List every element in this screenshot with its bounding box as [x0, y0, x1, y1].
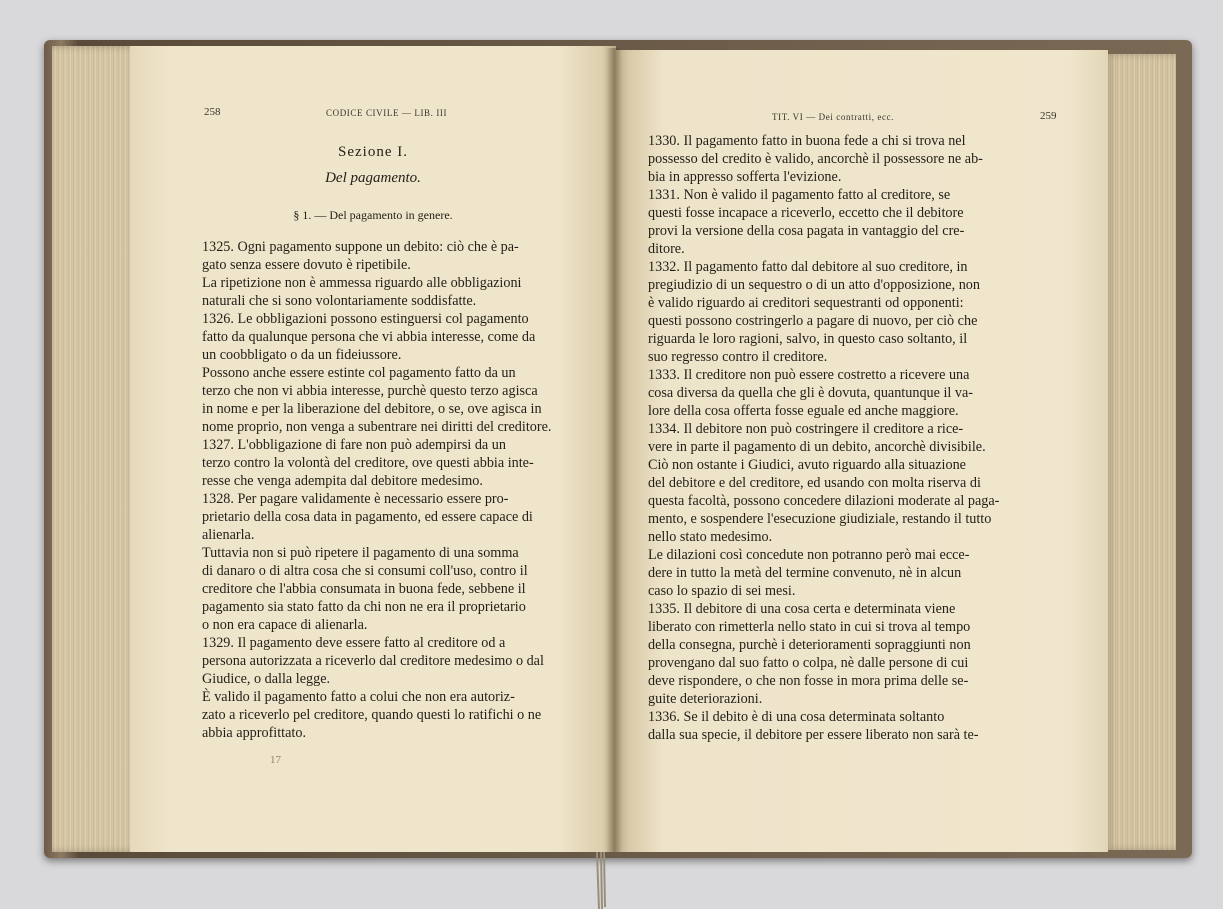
left-text-line: o non era capace di alienarla.	[202, 617, 368, 633]
section-heading: Sezione I.	[338, 144, 408, 160]
right-text-line: questi fosse incapace a riceverlo, eccetto che il debitore	[648, 205, 964, 221]
chapter-title: Del pagamento.	[325, 170, 421, 186]
left-text-line: La ripetizione non è ammessa riguardo alle obbligazioni	[202, 275, 522, 291]
left-text-line: terzo contro la volontà del creditore, ove questi abbia inte-	[202, 455, 534, 471]
right-text-line: 1330. Il pagamento fatto in buona fede a chi si trova nel	[648, 133, 966, 149]
right-text-line: è valido riguardo ai creditori sequestranti od opponenti:	[648, 295, 964, 311]
right-text-line: ditore.	[648, 241, 685, 257]
left-text-line: in nome e per la liberazione del debitore, o se, ove agisca in	[202, 401, 542, 417]
running-head-right: TIT. VI — Dei contratti, ecc.	[772, 112, 895, 122]
right-text-line: guite deteriorazioni.	[648, 691, 763, 707]
right-text-line: liberato con rimetterla nello stato in cui si trova al tempo	[648, 619, 971, 635]
right-text-line: provengano dal suo fatto o colpa, nè dalle persone di cui	[648, 655, 969, 671]
right-text-line: questa facoltà, possono concedere dilazioni moderate al paga-	[648, 493, 1000, 509]
right-text-line: del debitore e del creditore, ed usando con molta riserva di	[648, 475, 981, 491]
right-text-line: dere in tutto la metà del termine convenuto, nè in alcun	[648, 565, 962, 581]
right-text-line: 1333. Il creditore non può essere costretto a ricevere una	[648, 367, 970, 383]
left-text-line: pagamento sia stato fatto da chi non ne era il proprietario	[202, 599, 526, 615]
left-text-line: prietario della cosa data in pagamento, ed essere capace di	[202, 509, 533, 525]
right-text-line: 1335. Il debitore di una cosa certa e determinata viene	[648, 601, 956, 617]
signature-mark: 17	[270, 754, 281, 766]
right-text-line: suo regresso contro il creditore.	[648, 349, 828, 365]
right-text-line: della consegna, purchè i deterioramenti sopraggiunti non	[648, 637, 971, 653]
right-text-line: mento, e sospendere l'esecuzione giudiziale, restando il tutto	[648, 511, 992, 527]
right-text-line: 1332. Il pagamento fatto dal debitore al suo creditore, in	[648, 259, 968, 275]
bookmark-ribbon	[594, 852, 608, 909]
left-text-line: di danaro o di altra cosa che si consumi coll'uso, contro il	[202, 563, 528, 579]
right-text-line: deve rispondere, o che non fosse in mora prima delle se-	[648, 673, 969, 689]
left-text-line: terzo che non vi abbia interesse, purchè questo terzo agisca	[202, 383, 538, 399]
running-head-left: CODICE CIVILE — LIB. III	[326, 108, 448, 118]
right-page-edges	[1106, 54, 1176, 850]
page-number-left: 258	[204, 106, 221, 118]
right-text-line: cosa diversa da quella che gli è dovuta, quantunque il va-	[648, 385, 974, 401]
left-text-line: Giudice, o dalla legge.	[202, 671, 331, 687]
right-text-line: Ciò non ostante i Giudici, avuto riguardo alla situazione	[648, 457, 966, 473]
left-text-line: fatto da qualunque persona che vi abbia interesse, come da	[202, 329, 536, 345]
left-body-text	[202, 238, 584, 742]
right-text-line: pregiudizio di un sequestro o di un atto d'opposizione, non	[648, 277, 980, 293]
left-text-line: 1326. Le obbligazioni possono estinguersi col pagamento	[202, 311, 529, 327]
left-page-edges	[52, 46, 140, 852]
left-text-line: persona autorizzata a riceverlo dal creditore medesimo o dal	[202, 653, 544, 669]
left-text-line: alienarla.	[202, 527, 255, 543]
right-text-line: lore della cosa offerta fosse eguale ed anche maggiore.	[648, 403, 959, 419]
right-text-line: 1334. Il debitore non può costringere il creditore a rice-	[648, 421, 964, 437]
right-text-line: nello stato medesimo.	[648, 529, 773, 545]
left-text-line: 1327. L'obbligazione di fare non può adempirsi da un	[202, 437, 506, 453]
left-text-line: resse che venga adempita dal debitore medesimo.	[202, 473, 483, 489]
right-text-line: riguarda le loro ragioni, salvo, in questo caso soltanto, il	[648, 331, 968, 347]
left-text-line: 1328. Per pagare validamente è necessario essere pro-	[202, 491, 509, 507]
left-text-line: gato senza essere dovuto è ripetibile.	[202, 257, 411, 273]
right-text-line: 1331. Non è valido il pagamento fatto al creditore, se	[648, 187, 951, 203]
right-text-line: bia in appresso sofferta l'evizione.	[648, 169, 842, 185]
paragraph-heading: § 1. — Del pagamento in genere.	[293, 208, 453, 222]
left-text-line: 1325. Ogni pagamento suppone un debito: ciò che è pa-	[202, 239, 519, 255]
right-text-line: questi possono costringerlo a pagare di nuovo, per ciò che	[648, 313, 978, 329]
right-text-line: caso lo spazio di sei mesi.	[648, 583, 796, 599]
left-text-line: È valido il pagamento fatto a colui che non era autoriz-	[202, 689, 515, 705]
left-text-line: nome proprio, non venga a subentrare nei diritti del creditore.	[202, 419, 552, 435]
left-page	[130, 46, 616, 852]
left-text-line: Tuttavia non si può ripetere il pagamento di una somma	[202, 545, 519, 561]
left-text-line: abbia approfittato.	[202, 725, 307, 741]
right-text-line: possesso del credito è valido, ancorchè il possessore ne ab-	[648, 151, 983, 167]
left-text-line: 1329. Il pagamento deve essere fatto al creditore od a	[202, 635, 506, 651]
left-text-line: naturali che si sono volontariamente soddisfatte.	[202, 293, 477, 309]
right-text-line: Le dilazioni così concedute non potranno però mai ecce-	[648, 547, 970, 563]
left-text-line: creditore che l'abbia consumata in buona fede, sebbene il	[202, 581, 526, 597]
right-text-line: provi la versione della cosa pagata in vantaggio del cre-	[648, 223, 965, 239]
right-text-line: vere in parte il pagamento di un debito, ancorchè divisibile.	[648, 439, 986, 455]
left-text-line: un coobbligato o da un fideiussore.	[202, 347, 402, 363]
left-text-line: zato a riceverlo pel creditore, quando questi lo ratifichi o ne	[202, 707, 542, 723]
right-page	[614, 50, 1108, 852]
right-text-line: 1336. Se il debito è di una cosa determinata soltanto	[648, 709, 945, 725]
right-text-line: dalla sua specie, il debitore per essere liberato non sarà te-	[648, 727, 979, 743]
right-body-text	[648, 132, 1068, 744]
left-text-line: Possono anche essere estinte col pagamento fatto da un	[202, 365, 516, 381]
page-number-right: 259	[1040, 110, 1057, 122]
book-gutter	[606, 48, 622, 852]
